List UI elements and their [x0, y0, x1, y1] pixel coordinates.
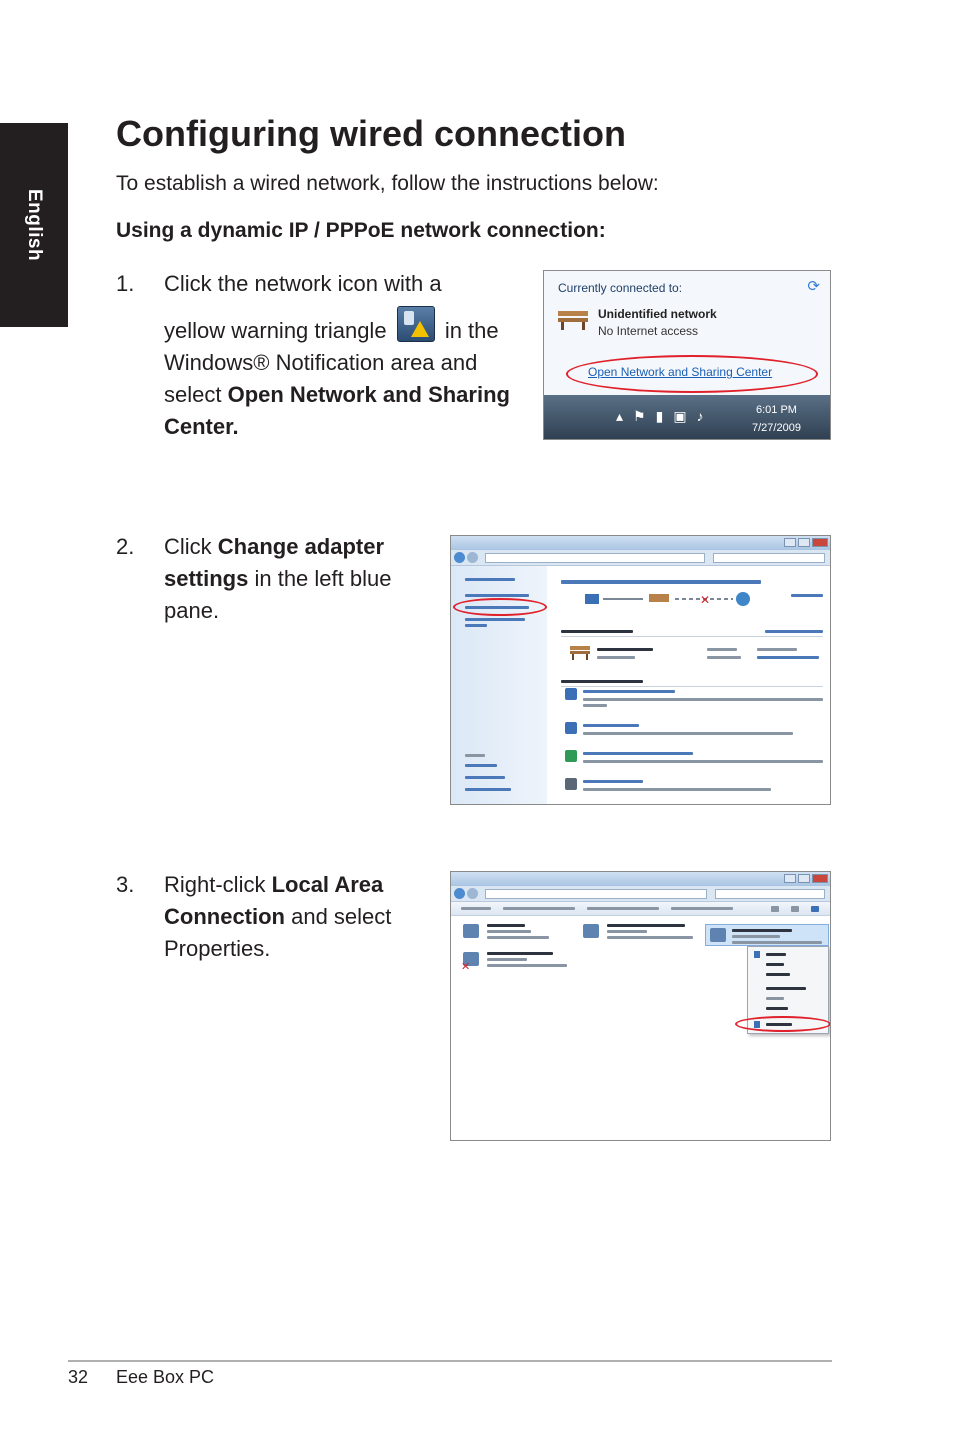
connection-status [607, 930, 647, 933]
clock-date: 7/27/2009 [752, 422, 801, 434]
network-bench-icon [556, 307, 590, 331]
main-heading [561, 580, 761, 584]
network-map-icon [583, 590, 763, 612]
address-input[interactable] [485, 553, 705, 563]
step-emphasis: Change adapter [217, 534, 385, 559]
window-controls [784, 874, 828, 883]
clock[interactable] [752, 401, 801, 437]
help-icon[interactable] [811, 906, 819, 912]
section-heading [561, 630, 633, 633]
minimize-icon[interactable] [784, 874, 796, 883]
divider [561, 686, 823, 687]
connection-device [607, 936, 693, 939]
preview-pane-icon[interactable] [791, 906, 799, 912]
connection-name[interactable] [607, 924, 685, 927]
step-line [164, 411, 544, 443]
window-titlebar [451, 536, 830, 550]
network-name: Unidentified network [598, 307, 717, 321]
divider [561, 636, 823, 637]
section-subheading: Using a dynamic IP / PPPoE network connection: [116, 219, 606, 242]
step-2 [116, 531, 436, 631]
connection-status [487, 958, 527, 961]
network-name [597, 648, 653, 651]
context-menu-item[interactable] [766, 997, 784, 1000]
disabled-x-icon: ✕ [461, 960, 471, 973]
step-line [164, 306, 544, 347]
step-line-part: in the left blue [248, 566, 392, 591]
step-emphasis: Open Network and Sharing [227, 382, 510, 407]
address-bar [451, 886, 830, 902]
pane-link[interactable] [465, 776, 505, 779]
back-icon[interactable] [454, 552, 465, 563]
page-number: 32 [68, 1367, 89, 1387]
network-type [597, 656, 635, 659]
pane-link[interactable] [465, 788, 511, 791]
access-type-value [757, 648, 797, 651]
view-options-icon[interactable] [771, 906, 779, 912]
step-line: Windows® Notification area and [164, 350, 478, 375]
task-link[interactable] [583, 780, 643, 783]
toolbar-item[interactable] [671, 907, 733, 910]
step-line [164, 531, 434, 563]
intro-text: To establish a wired network, follow the instructions below: [116, 172, 659, 195]
task-icon [565, 688, 577, 700]
step-emphasis: Connection [164, 904, 285, 929]
volume-icon[interactable]: ♪ [696, 408, 704, 424]
step-1 [116, 268, 536, 438]
step-line: Properties. [164, 936, 271, 961]
minimize-icon[interactable] [784, 538, 796, 547]
step-emphasis: Local Area [271, 872, 384, 897]
step-line [164, 869, 434, 901]
refresh-icon: ⟳ [807, 278, 820, 295]
close-icon[interactable] [812, 538, 828, 547]
step-number: 2. [116, 534, 135, 559]
svg-text:✕: ✕ [700, 593, 711, 607]
task-desc [583, 698, 823, 701]
device-icon[interactable]: ▮ [655, 408, 664, 424]
task-link[interactable] [583, 752, 693, 755]
connection-name [732, 929, 792, 932]
see-full-map-link[interactable] [791, 594, 823, 597]
search-input[interactable] [713, 553, 825, 563]
connection-icon [710, 928, 726, 942]
forward-icon[interactable] [467, 552, 478, 563]
search-input[interactable] [715, 889, 825, 899]
step-emphasis: settings [164, 566, 249, 591]
bluetooth-connection-icon [583, 924, 599, 938]
address-input[interactable] [485, 889, 707, 899]
network-connections-screenshot [450, 871, 831, 1141]
step-line-part: select [164, 382, 228, 407]
connected-to-header: Currently connected to: [558, 281, 683, 295]
local-area-connection-link[interactable] [757, 656, 819, 659]
show-hidden-icon[interactable]: ▴ [616, 408, 624, 424]
connections-label [707, 656, 741, 659]
command-toolbar [451, 902, 830, 916]
context-menu-item[interactable] [766, 1007, 788, 1010]
pane-link[interactable] [465, 578, 515, 581]
network-warning-icon [397, 306, 435, 342]
context-menu-item[interactable] [766, 973, 790, 976]
task-icon [565, 778, 577, 790]
toolbar-item[interactable] [461, 907, 491, 910]
task-icon [565, 750, 577, 762]
clock-time: 6:01 PM [755, 404, 797, 416]
task-desc [583, 788, 771, 791]
notification-popup-screenshot [543, 270, 831, 440]
window-controls [784, 538, 828, 547]
highlight-ellipse [453, 598, 547, 616]
task-desc [583, 704, 607, 707]
language-tab [0, 123, 68, 327]
step-number: 3. [116, 872, 135, 897]
step-line: pane. [164, 598, 220, 623]
connection-device [487, 964, 567, 967]
step-text [164, 268, 544, 443]
back-icon[interactable] [454, 888, 465, 899]
maximize-icon[interactable] [798, 538, 810, 547]
connection-name[interactable] [487, 952, 553, 955]
step-line-part: Click [164, 534, 218, 559]
connection-device [732, 941, 822, 944]
step-3 [116, 869, 436, 969]
pane-link[interactable] [465, 618, 525, 621]
network-sharing-center-screenshot [450, 535, 831, 805]
task-link[interactable] [583, 690, 675, 693]
step-emphasis: Center. [164, 414, 239, 439]
window-titlebar [451, 872, 830, 886]
step-line [164, 901, 434, 933]
language-tab-label: English [24, 188, 45, 262]
step-text [164, 531, 434, 627]
connection-device [487, 936, 549, 939]
step-number: 1. [116, 271, 135, 296]
toolbar-item[interactable] [503, 907, 575, 910]
step-line-part: yellow warning triangle [164, 318, 387, 343]
network-bench-icon [569, 644, 591, 660]
step-line-part: Right-click [164, 872, 272, 897]
close-icon[interactable] [812, 874, 828, 883]
sharing-center-main [547, 566, 831, 805]
action-center-flag-icon[interactable]: ⚑ [633, 408, 646, 424]
context-menu-item[interactable] [766, 963, 784, 966]
forward-icon[interactable] [467, 888, 478, 899]
access-type-label [707, 648, 737, 651]
step-line: Click the network icon with a [164, 271, 442, 296]
system-tray [616, 408, 704, 425]
connection-icon [463, 924, 479, 938]
context-menu-item[interactable] [766, 953, 786, 956]
connection-status [732, 935, 780, 938]
highlight-ellipse [566, 355, 818, 393]
connection-status [487, 930, 531, 933]
highlight-ellipse [735, 1016, 831, 1032]
pane-see-also [465, 754, 485, 757]
step-text [164, 869, 434, 965]
pane-link[interactable] [465, 624, 487, 627]
task-desc [583, 732, 793, 735]
task-link[interactable] [583, 724, 639, 727]
connect-disconnect-link[interactable] [765, 630, 823, 633]
shield-icon [754, 951, 760, 958]
connection-name[interactable] [487, 924, 525, 927]
local-area-connection-selected[interactable] [705, 924, 829, 946]
network-warning-tray-icon[interactable]: ▣ [673, 408, 687, 424]
context-menu-item[interactable] [766, 987, 806, 990]
footer-rule [68, 1360, 832, 1362]
pane-link[interactable] [465, 764, 497, 767]
task-icon [565, 722, 577, 734]
toolbar-item[interactable] [587, 907, 659, 910]
section-heading [561, 680, 643, 683]
network-status: No Internet access [598, 324, 699, 338]
address-bar [451, 550, 830, 566]
step-line [164, 379, 544, 411]
page-title: Configuring wired connection [116, 113, 626, 154]
step-line-part: in the [444, 318, 499, 343]
step-line [164, 563, 434, 595]
product-name: Eee Box PC [116, 1367, 215, 1387]
pane-link[interactable] [465, 594, 529, 597]
task-desc [583, 760, 823, 763]
maximize-icon[interactable] [798, 874, 810, 883]
step-line-part: and select [285, 904, 392, 929]
open-network-sharing-link[interactable]: Open Network and Sharing Center [588, 365, 773, 379]
